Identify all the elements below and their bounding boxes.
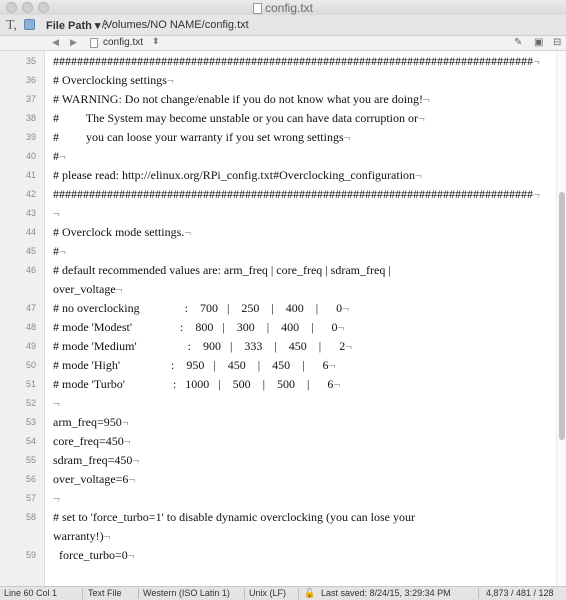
return-marker: ¬ — [328, 358, 336, 372]
line-text — [53, 394, 60, 413]
return-marker: ¬ — [123, 434, 131, 448]
line-number: 52 — [25, 398, 36, 408]
code-line[interactable] — [25, 147, 556, 166]
line-number: 46 — [25, 265, 36, 275]
forward-arrow-icon[interactable]: ▶ — [70, 37, 77, 47]
line-number: 43 — [25, 208, 36, 218]
line-content: # mode 'High' : 950 | 450 | 450 | 6 — [53, 358, 329, 372]
line-content: # mode 'Medium' : 900 | 333 | 450 | 2 — [53, 339, 346, 353]
line-content: ################################################################################ — [53, 54, 533, 68]
return-marker: ¬ — [59, 149, 66, 163]
line-number: 53 — [25, 417, 36, 427]
return-marker: ¬ — [121, 415, 129, 429]
close-editor-icon[interactable]: ⊟ — [553, 37, 562, 48]
code-line[interactable] — [25, 489, 556, 508]
code-line[interactable] — [45, 280, 556, 299]
window-title-text: config.txt — [264, 1, 314, 15]
line-number: 59 — [25, 550, 36, 560]
code-line[interactable] — [25, 413, 556, 432]
return-marker: ¬ — [345, 339, 352, 353]
code-line[interactable] — [25, 90, 556, 109]
line-text — [53, 375, 340, 394]
line-text — [53, 527, 110, 546]
return-marker: ¬ — [128, 472, 136, 486]
line-content: # you can loose your warranty if you set wrong settings — [53, 130, 344, 144]
line-number: 45 — [25, 246, 36, 256]
tag-icon[interactable] — [24, 19, 35, 30]
line-text — [53, 318, 344, 337]
line-content: core_freq=450 — [53, 434, 124, 448]
line-text — [53, 546, 135, 565]
line-number: 51 — [25, 379, 36, 389]
line-text — [53, 147, 66, 166]
return-marker: ¬ — [423, 92, 430, 106]
file-icon — [90, 38, 98, 48]
line-text — [53, 128, 350, 147]
code-line[interactable] — [25, 261, 556, 280]
scrollbar-thumb[interactable] — [559, 192, 565, 440]
file-selector[interactable]: config.txt — [103, 37, 144, 48]
line-text — [53, 204, 60, 223]
line-content: # mode 'Turbo' : 1000 | 500 | 500 | 6 — [53, 377, 334, 391]
code-line[interactable] — [25, 394, 556, 413]
path-bar — [0, 15, 566, 36]
line-text — [53, 90, 430, 109]
file-path-menu[interactable]: File Path ▾ : — [46, 20, 108, 32]
line-content: # set to 'force_turbo=1' to disable dynamic overclocking (you can lose your — [53, 510, 415, 524]
line-number: 44 — [25, 227, 36, 237]
window-title — [0, 1, 566, 15]
file-type-selector[interactable]: Text File — [88, 588, 122, 598]
return-marker: ¬ — [59, 244, 66, 258]
file-selector-arrows-icon[interactable]: ⬍ — [152, 36, 160, 46]
line-text — [53, 299, 349, 318]
line-content: force_turbo=0 — [53, 548, 128, 562]
status-divider — [244, 588, 245, 599]
line-text — [53, 356, 335, 375]
line-number: 50 — [25, 360, 36, 370]
line-text — [53, 413, 129, 432]
code-line[interactable] — [25, 546, 556, 565]
line-text — [53, 489, 60, 508]
line-content: arm_freq=950 — [53, 415, 122, 429]
return-marker: ¬ — [166, 73, 174, 87]
code-line[interactable] — [25, 166, 556, 185]
line-content: # Overclock mode settings. — [53, 225, 185, 239]
code-line[interactable] — [25, 470, 556, 489]
code-line[interactable] — [25, 204, 556, 223]
status-divider — [298, 588, 299, 599]
line-content: # no overclocking : 700 | 250 | 400 | 0 — [53, 301, 343, 315]
line-number: 41 — [25, 170, 36, 180]
line-number: 47 — [25, 303, 36, 313]
line-content: # The System may become unstable or you can have data corruption or — [53, 111, 419, 125]
return-marker: ¬ — [337, 320, 345, 334]
document-statistics: 4,873 / 481 / 128 — [486, 588, 554, 598]
editor-text-area[interactable] — [25, 51, 556, 586]
line-text — [53, 109, 425, 128]
line-number: 48 — [25, 322, 36, 332]
line-content: # — [53, 149, 59, 163]
return-marker: ¬ — [103, 529, 111, 543]
return-marker: ¬ — [127, 548, 135, 562]
code-line[interactable] — [25, 299, 556, 318]
line-number: 42 — [25, 189, 36, 199]
line-number: 35 — [25, 56, 36, 66]
code-line[interactable] — [25, 318, 556, 337]
line-text — [53, 223, 191, 242]
lock-icon[interactable]: 🔓 — [304, 588, 316, 598]
pencil-icon[interactable]: ✎ — [514, 37, 523, 48]
line-content: over_voltage — [53, 282, 116, 296]
navigation-bar — [0, 36, 566, 51]
file-path-value: /Volumes/NO NAME/config.txt — [102, 19, 249, 31]
document-icon — [253, 3, 262, 14]
code-line[interactable] — [25, 52, 556, 71]
line-text — [53, 52, 540, 71]
return-marker: ¬ — [418, 111, 425, 125]
code-line[interactable] — [25, 375, 556, 394]
title-bar — [0, 0, 566, 15]
line-text — [53, 71, 174, 90]
return-marker: ¬ — [415, 168, 422, 182]
line-number: 40 — [25, 151, 36, 161]
code-line[interactable] — [25, 508, 556, 527]
line-number: 38 — [25, 113, 36, 123]
return-marker: ¬ — [533, 187, 540, 201]
return-marker: ¬ — [53, 206, 60, 220]
code-line[interactable] — [25, 432, 556, 451]
line-text — [53, 280, 122, 299]
return-marker: ¬ — [132, 453, 140, 467]
line-text — [53, 451, 139, 470]
line-text — [53, 261, 391, 280]
line-number: 58 — [25, 512, 36, 522]
line-number: 55 — [25, 455, 36, 465]
back-arrow-icon[interactable]: ◀ — [52, 37, 59, 47]
return-marker: ¬ — [53, 491, 60, 505]
line-text — [53, 337, 352, 356]
line-text — [53, 508, 415, 527]
code-line[interactable] — [45, 527, 556, 546]
return-marker: ¬ — [115, 282, 123, 296]
line-number: 37 — [25, 94, 36, 104]
line-content: sdram_freq=450 — [53, 453, 133, 467]
text-tool-icon[interactable]: T, — [6, 18, 18, 33]
line-content: ################################################################################ — [53, 187, 533, 201]
text-editor[interactable] — [0, 51, 566, 586]
line-content: # Overclocking settings — [53, 73, 167, 87]
status-bar — [0, 586, 566, 600]
return-marker: ¬ — [343, 130, 351, 144]
line-content: # mode 'Modest' : 800 | 300 | 400 | 0 — [53, 320, 338, 334]
line-text — [53, 432, 131, 451]
line-endings-selector[interactable]: Unix (LF) — [249, 588, 287, 598]
line-text — [53, 470, 135, 489]
line-content: # WARNING: Do not change/enable if you do not know what you are doing! — [53, 92, 424, 106]
return-marker: ¬ — [342, 301, 349, 315]
line-text — [53, 242, 66, 261]
code-line[interactable] — [25, 71, 556, 90]
return-marker: ¬ — [184, 225, 192, 239]
split-view-icon[interactable]: ▣ — [534, 37, 544, 48]
vertical-scrollbar[interactable] — [556, 51, 566, 586]
return-marker: ¬ — [53, 396, 60, 410]
code-line[interactable] — [25, 242, 556, 261]
line-number: 36 — [25, 75, 36, 85]
line-content: # default recommended values are: arm_freq | core_freq | sdram_freq | — [53, 263, 391, 277]
encoding-selector[interactable]: Western (ISO Latin 1) — [143, 588, 230, 598]
line-text — [53, 166, 422, 185]
status-divider — [138, 588, 139, 599]
line-text — [53, 185, 540, 204]
cursor-position[interactable]: Line 60 Col 1 — [4, 588, 58, 598]
code-line[interactable] — [25, 185, 556, 204]
return-marker: ¬ — [533, 54, 540, 68]
code-line[interactable] — [25, 223, 556, 242]
code-line[interactable] — [25, 451, 556, 470]
code-line[interactable] — [25, 109, 556, 128]
code-line[interactable] — [25, 128, 556, 147]
last-saved-status: Last saved: 8/24/15, 3:29:34 PM — [321, 588, 451, 598]
line-number: 39 — [25, 132, 36, 142]
line-number: 57 — [25, 493, 36, 503]
line-number: 54 — [25, 436, 36, 446]
code-line[interactable] — [25, 337, 556, 356]
line-content: # — [53, 244, 59, 258]
line-content: over_voltage=6 — [53, 472, 129, 486]
line-content: # please read: http://elinux.org/RPi_config.txt#Overclocking_configuration — [53, 168, 416, 182]
code-line[interactable] — [25, 356, 556, 375]
return-marker: ¬ — [333, 377, 341, 391]
status-divider — [478, 588, 479, 599]
status-divider — [82, 588, 83, 599]
line-number: 56 — [25, 474, 36, 484]
line-content: warranty!) — [53, 529, 104, 543]
line-number: 49 — [25, 341, 36, 351]
